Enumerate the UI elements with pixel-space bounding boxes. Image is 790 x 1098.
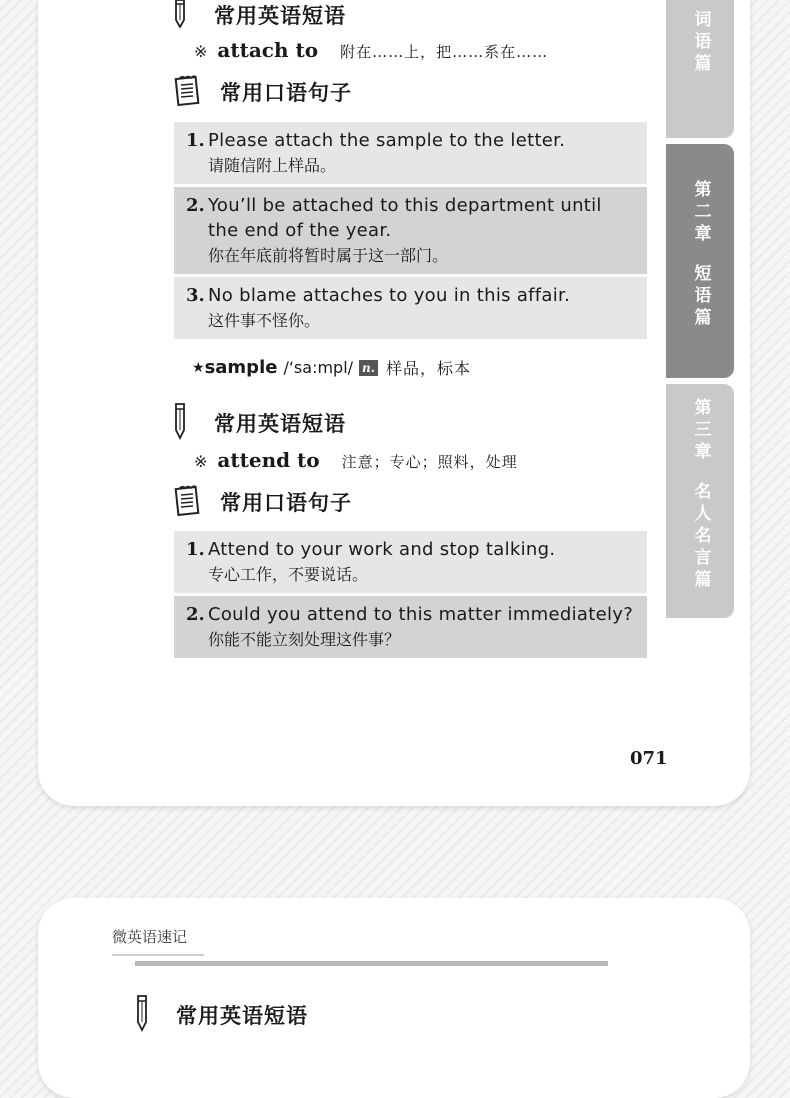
pencil-icon bbox=[134, 994, 150, 1036]
sentence-chinese: 专心工作，不要说话。 bbox=[208, 565, 369, 584]
section-title: 常用英语短语 bbox=[176, 1003, 308, 1028]
tab-chapter-label: 第二章 bbox=[690, 180, 711, 246]
section-title: 常用英语短语 bbox=[214, 3, 346, 28]
vocabulary-note bbox=[192, 356, 471, 379]
chapter-tab-quotes[interactable] bbox=[666, 384, 734, 618]
sentence-number: 2. bbox=[186, 604, 205, 625]
sentence-english: No blame attaches to you in this affair. bbox=[208, 285, 571, 306]
phrase-section-heading bbox=[172, 0, 346, 32]
vocab-word: sample bbox=[204, 357, 278, 378]
sentence-number: 3. bbox=[186, 285, 205, 306]
running-header: 微英语速记 bbox=[112, 928, 188, 946]
section-title: 常用英语短语 bbox=[214, 411, 346, 436]
vocab-meaning: 样品，标本 bbox=[385, 359, 471, 378]
section-title: 常用口语句子 bbox=[220, 490, 352, 515]
sentence-list bbox=[174, 531, 647, 658]
header-rule bbox=[112, 954, 204, 956]
tab-section-label: 词语篇 bbox=[690, 10, 711, 76]
book-page-071 bbox=[38, 0, 750, 806]
tab-section-label: 名人名言篇 bbox=[690, 482, 711, 592]
sentence-row bbox=[174, 122, 647, 184]
section-title: 常用口语句子 bbox=[220, 80, 352, 105]
sentence-list bbox=[174, 122, 647, 339]
part-of-speech-badge: n. bbox=[359, 360, 378, 376]
sentence-chinese: 这件事不怪你。 bbox=[208, 311, 321, 330]
header-bar bbox=[135, 961, 608, 966]
sentence-english: You’ll be attached to this department until the end of the year. bbox=[208, 195, 602, 241]
reference-mark: ※ bbox=[194, 42, 208, 61]
sentence-english: Could you attend to this matter immediately? bbox=[208, 604, 634, 625]
phrase-section-heading bbox=[172, 402, 346, 444]
book-page-next bbox=[38, 898, 750, 1098]
sentence-english: Please attach the sample to the letter. bbox=[208, 130, 566, 151]
phrase-chinese: 注意；专心；照料，处理 bbox=[341, 453, 518, 471]
vocab-phonetic: /‘sa:mpl/ bbox=[283, 358, 354, 377]
pencil-icon bbox=[172, 402, 188, 444]
star-icon: ★ bbox=[192, 359, 205, 376]
sentence-chinese: 请随信附上样品。 bbox=[208, 156, 337, 175]
phrase-section-heading bbox=[134, 994, 308, 1036]
phrase-chinese: 附在……上，把……系在…… bbox=[340, 43, 549, 61]
sentence-number: 1. bbox=[186, 539, 205, 560]
chapter-tab-phrases[interactable] bbox=[666, 144, 734, 378]
phrase-entry bbox=[194, 448, 518, 472]
phrase-english: attend to bbox=[217, 448, 320, 472]
sentence-row bbox=[174, 531, 647, 593]
phrase-english: attach to bbox=[217, 38, 319, 62]
page-number: 071 bbox=[630, 748, 668, 769]
pencil-icon bbox=[172, 0, 188, 32]
sentence-row bbox=[174, 596, 647, 658]
notepad-icon bbox=[174, 74, 202, 110]
sentence-row bbox=[174, 277, 647, 339]
sentence-english: Attend to your work and stop talking. bbox=[208, 539, 556, 560]
sentence-section-heading bbox=[174, 74, 352, 110]
tab-section-label: 短语篇 bbox=[690, 264, 711, 330]
reference-mark: ※ bbox=[194, 452, 208, 471]
sentence-section-heading bbox=[174, 484, 352, 520]
sentence-number: 2. bbox=[186, 195, 205, 216]
notepad-icon bbox=[174, 484, 202, 520]
phrase-entry bbox=[194, 38, 548, 62]
tab-chapter-label: 第三章 bbox=[690, 398, 711, 464]
sentence-chinese: 你在年底前将暂时属于这一部门。 bbox=[208, 246, 449, 265]
sentence-chinese: 你能不能立刻处理这件事？ bbox=[208, 630, 401, 649]
sentence-number: 1. bbox=[186, 130, 205, 151]
chapter-tab-words[interactable] bbox=[666, 0, 734, 138]
sentence-row bbox=[174, 187, 647, 274]
